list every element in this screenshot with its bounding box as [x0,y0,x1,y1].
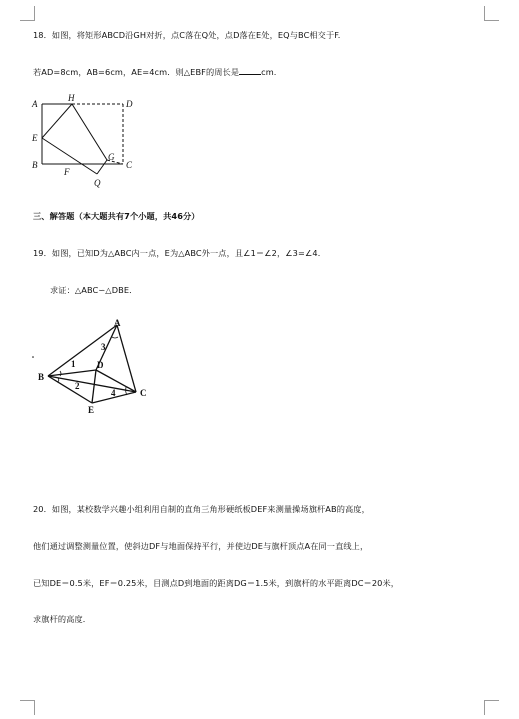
q19-seg-BA [48,325,117,376]
q19-seg-DE [92,370,96,403]
q19-seg-AC [117,325,136,392]
section-heading: 三、解答题（本大题共有7个小题，共46分） [33,211,200,221]
q18-label-G: G [108,152,115,162]
q18-label-A: A [32,99,38,109]
q19-angle-arc-1 [60,371,61,376]
q20-text-line3: 已知DE＝0.5米，EF＝0.25米，目测点D到地面的距离DG＝1.5米，到旗杆的水平距离DC＝20米， [33,578,400,588]
q18-label-C: C [126,160,133,170]
q19-label-B: B [38,372,45,382]
crop-mark-top-right [484,6,499,21]
q18-label-E: E [32,133,38,143]
q19-angle-label-3: 3 [101,342,106,352]
crop-mark-top-left [20,6,35,21]
q19-label-A: A [114,318,121,328]
q18-seg-HG [72,104,107,160]
q18-text-line2-post: cm. [261,67,277,77]
q19-figure [30,315,160,415]
q19-label-E: E [88,405,95,415]
q19-angle-label-4: 4 [111,388,116,398]
q18-label-H: H [68,93,75,103]
q19-stray-dot [32,356,34,358]
q20-text-line4: 求旗杆的高度． [33,614,92,624]
q19-label-C: C [140,388,147,398]
crop-mark-bottom-right [484,700,499,715]
q19-text-line1: 19．如图，已知D为△ABC内一点，E为△ABC外一点，且∠1＝∠2，∠3=∠4． [33,248,326,258]
q19-angle-arc-3 [112,337,118,338]
q18-seg-GQ [97,160,107,174]
crop-mark-bottom-left [20,700,35,715]
q19-angle-label-1: 1 [71,359,76,369]
q18-label-Q: Q [94,178,101,188]
q18-figure [30,94,140,194]
q19-label-D: D [97,360,104,370]
q18-label-F: F [64,167,70,177]
q18-seg-HE [42,104,72,138]
q18-seg-EQ [42,138,97,174]
q19-angle-label-2: 2 [75,381,80,391]
q18-label-B: B [32,160,38,170]
q19-prove-line: 求证：△ABC∽△DBE． [50,285,138,295]
q18-answer-blank[interactable] [239,66,261,75]
q20-text-line1: 20．如图，某校数学兴趣小组利用自制的直角三角形硬纸板DEF来测量操场旗杆AB的高度， [33,504,370,514]
q18-label-D: D [126,99,133,109]
q18-text-line2-pre: 若AD=8cm，AB=6cm，AE=4cm．则△EBF的周长是 [33,67,240,77]
q18-text-line2 [33,66,277,78]
q18-text-line1: 18．如图，将矩形ABCD沿GH对折，点C落在Q处，点D落在E处，EQ与BC相交于F. [33,30,341,40]
q20-text-line2: 他们通过调整测量位置，使斜边DF与地面保持平行，并使边DE与旗杆顶点A在同一直线上， [33,541,369,551]
